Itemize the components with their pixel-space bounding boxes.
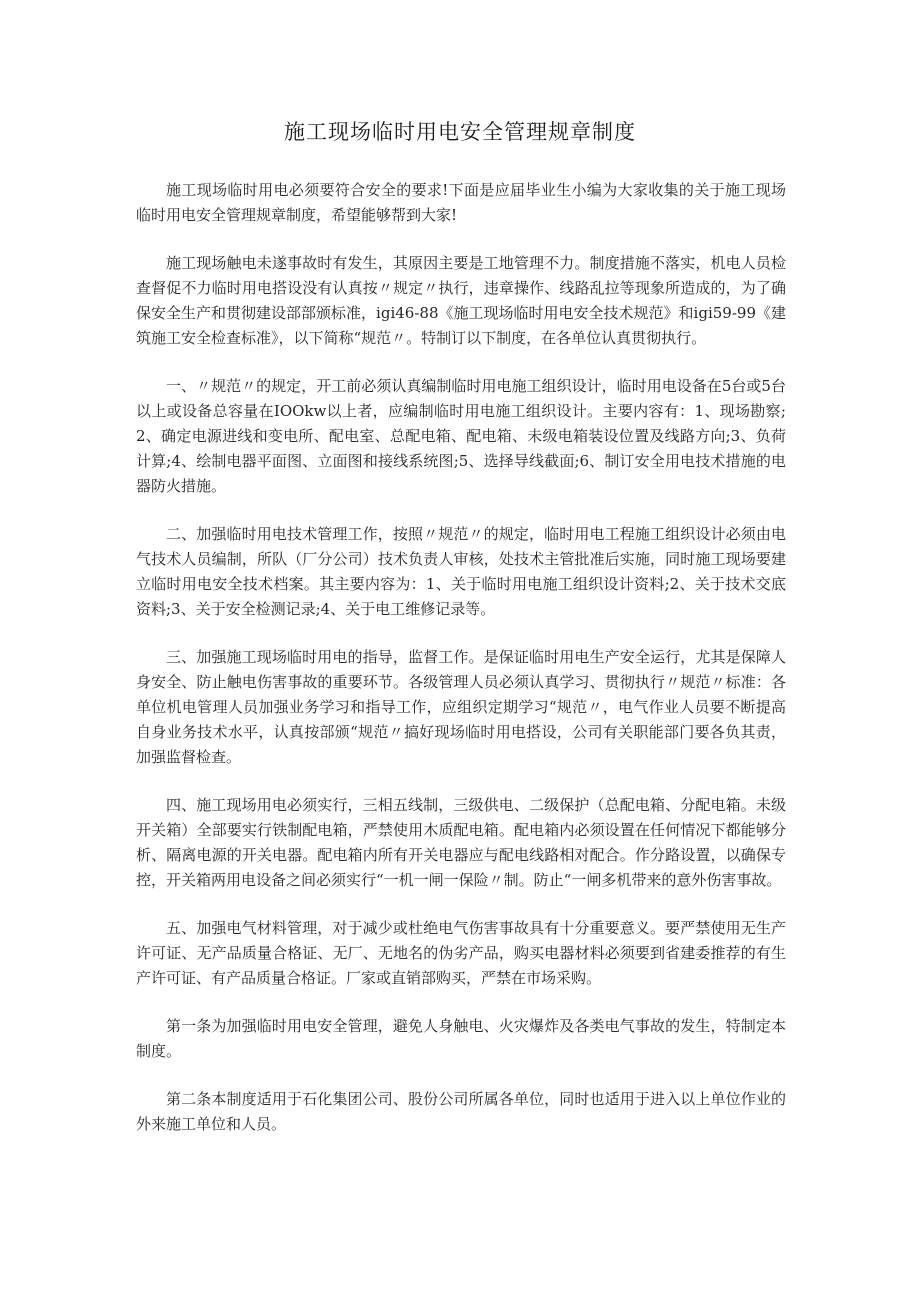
paragraph-section-3: 三、加强施工现场临时用电的指导，监督工作。是保证临时用电生产安全运行，尤其是保障人身安全、防止触电伤害事故的重要环节。各级管理人员必须认真学习、贯彻执行〃规范〃标准：各单位机电管理人员加强业务学习和指导工作，应组织定期学习“规范〃，电气作业人员要不断提高自身业务技术水平，认真按部颁“规范〃搞好现场临时用电搭设，公司有关职能部门要各负其责，加强监督检查。	[136, 648, 786, 766]
paragraph-section-1: 一、〃规范〃的规定，开工前必须认真编制临时用电施工组织设计，临时用电设备在5台或5台以上或设备总容量在IOOkw以上者，应编制临时用电施工组织设计。主要内容有：1、现场勘察;2、确定电源进线和变电所、配电室、总配电箱、配电箱、未级电箱装设位置及线路方向;3、负荷计算;4、绘制电器平面图、立面图和接线系统图;5、选择导线截面;6、制订安全用电技术措施的电器防火措施。	[136, 377, 786, 495]
paragraph-background: 施工现场触电未遂事故时有发生，其原因主要是工地管理不力。制度措施不落实，机电人员检查督促不力临时用电搭设没有认真按〃规定〃执行，违章操作、线路乱拉等现象所造成的，为了确保安全生产和贯彻建设部部颁标准，igi46-88《施工现场临时用电安全技术规范》和igi59-99《建筑施工安全检查标准》，以下简称“规范〃。特制订以下制度，在各单位认真贯彻执行。	[136, 254, 786, 347]
document-title: 施工现场临时用电安全管理规章制度	[284, 120, 636, 144]
paragraph-section-2: 二、加强临时用电技术管理工作，按照〃规范〃的规定，临时用电工程施工组织设计必须由电气技术人员编制，所队（厂分公司）技术负责人审核，处技术主管批准后实施，同时施工现场要建立临时用电安全技术档案。其主要内容为：1、关于临时用电施工组织设计资料;2、关于技术交底资料;3、关于安全检测记录;4、关于电工维修记录等。	[136, 525, 786, 618]
paragraph-section-4: 四、施工现场用电必须实行，三相五线制，三级供电、二级保护（总配电箱、分配电箱。未级开关箱）全部要实行铁制配电箱，严禁使用木质配电箱。配电箱内必须设置在任何情况下都能够分析、隔离电源的开关电器。配电箱内所有开关电器应与配电线路相对配合。作分路设置，以确保专控，开关箱两用电设备之间必须实行“一机一闸一保险〃制。防止“一闸多机带来的意外伤害事故。	[136, 796, 786, 889]
paragraph-intro: 施工现场临时用电必须要符合安全的要求!下面是应届毕业生小编为大家收集的关于施工现场临时用电安全管理规章制度，希望能够帮到大家!	[136, 181, 786, 224]
paragraph-section-5: 五、加强电气材料管理，对于减少或杜绝电气伤害事故具有十分重要意义。要严禁使用无生产许可证、无产品质量合格证、无厂、无地名的伪劣产品，购买电器材料必须要到省建委推荐的有生产许可证、有产品质量合格证。厂家或直销部购买，严禁在市场采购。	[136, 919, 786, 987]
paragraph-article-1: 第一条为加强临时用电安全管理，避免人身触电、火灾爆炸及各类电气事故的发生，特制定本制度。	[136, 1017, 786, 1060]
document-body	[136, 178, 786, 1160]
paragraph-article-2: 第二条本制度适用于石化集团公司、股份公司所属各单位，同时也适用于进入以上单位作业的外来施工单位和人员。	[136, 1090, 786, 1133]
